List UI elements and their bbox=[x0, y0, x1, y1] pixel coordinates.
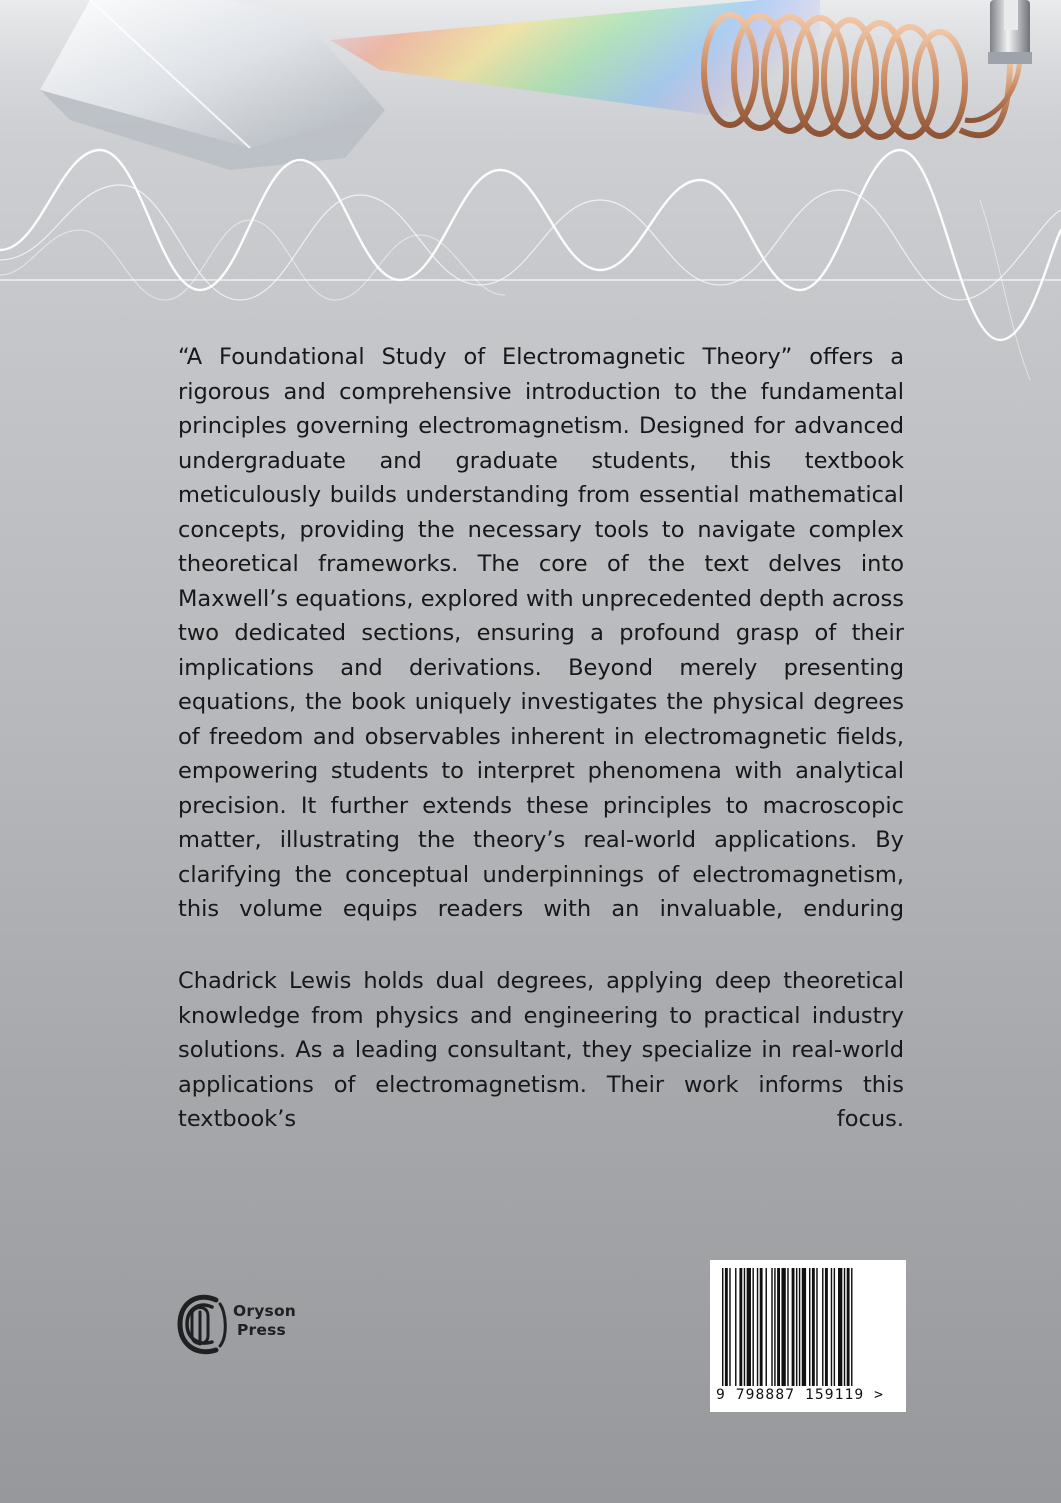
publisher-emblem-icon bbox=[176, 1290, 230, 1360]
isbn-barcode bbox=[710, 1260, 906, 1412]
barcode-bars bbox=[720, 1268, 896, 1386]
publisher-name-line2: Press bbox=[237, 1321, 286, 1339]
book-description: “A Foundational Study of Electromagnetic Theory” offers a rigorous and comprehensive introduction to the fundamental principles governing electromagnetism. Designed for advanced undergraduate and graduate students, this textbook meticulously builds understanding from essential mathematical concepts, providing the necessary tools to navigate complex theoretical frameworks. The core of the text delves into Maxwell’s equations, explored with unprecedented depth across two dedicated sections, ensuring a profound grasp of their implications and derivations. Beyond merely presenting equations, the book uniquely investigates the physical degrees of freedom and observables inherent in electromagnetic fields, empowering students to interpret phenomena with analytical precision. It further extends these principles to macroscopic matter, illustrating the theory’s real-world applications. By clarifying the conceptual underpinnings of electromagnetism, this volume equips readers with an invaluable, enduring bbox=[178, 344, 904, 922]
author-bio: Chadrick Lewis holds dual degrees, applying deep theoretical knowledge from physics and engineering to practical industry solutions. As a leading consultant, they specialize in real-world applications of electromagnetism. Their work informs this textbook’s focus. bbox=[178, 968, 904, 1132]
publisher-name-line1: Oryson bbox=[233, 1302, 297, 1320]
barcode-digits: 9 798887 159119 > bbox=[716, 1386, 885, 1403]
publisher-logo bbox=[176, 1290, 316, 1360]
